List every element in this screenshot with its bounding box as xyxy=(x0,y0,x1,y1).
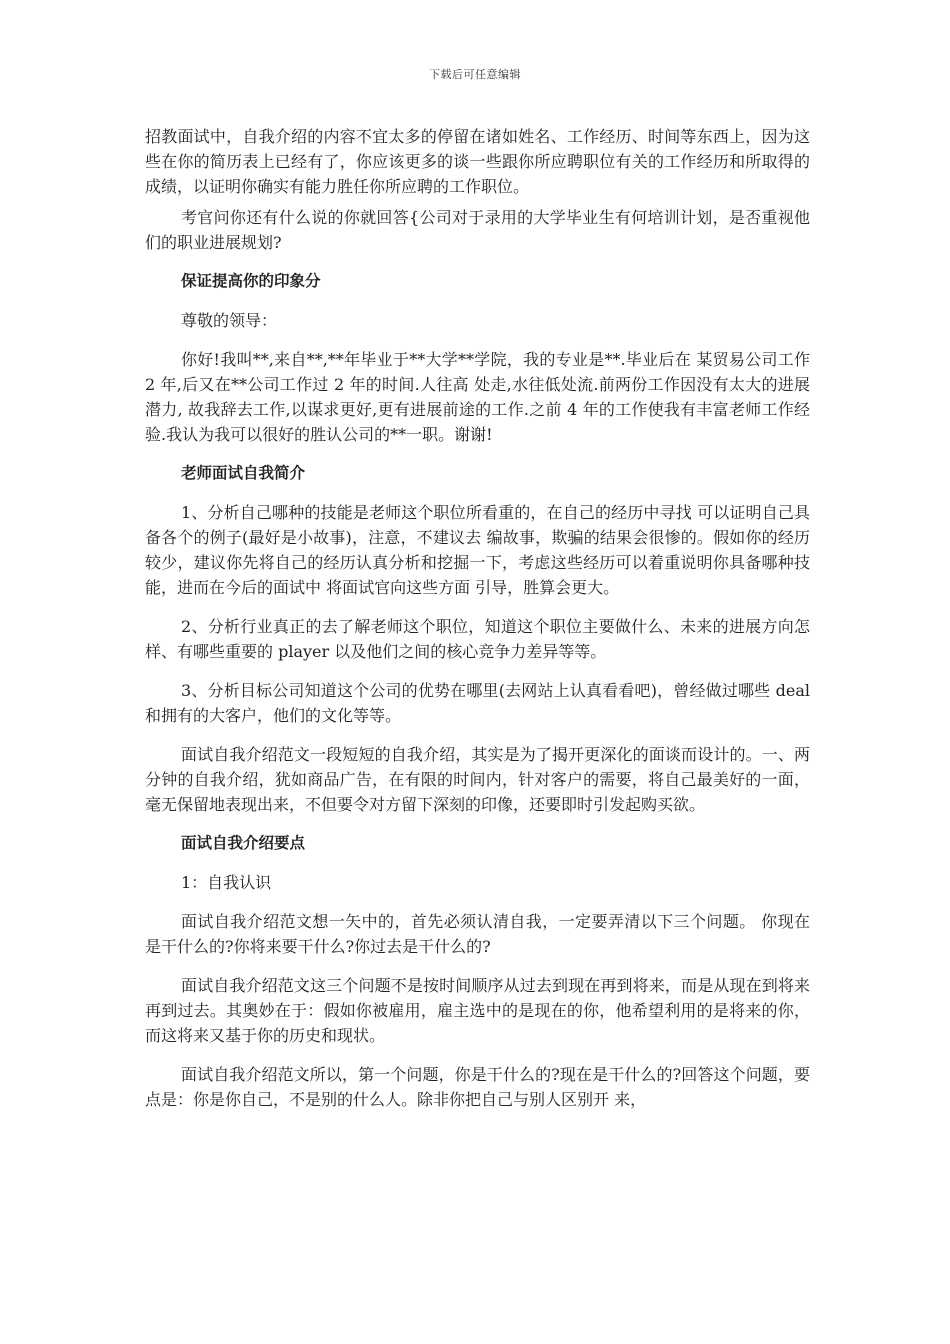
paragraph-self-awareness: 1：自我认识 xyxy=(181,873,272,892)
page-header: 下载后可任意编辑 xyxy=(429,68,521,81)
paragraph-point-1: 1、分析自己哪种的技能是老师这个职位所看重的，在自己的经历中寻找 可以证明自己具备各个的例子(最好是小故事)，注意，不建议去 编故事，欺骗的结果会很惨的。假如你的经历较少，建议你先将自己的经历认真分析和挖掘一下，考虑这些经历可以着重说明你具备哪种技能，进而在今后的面试中 将面试官向这些方面 引导，胜算会更大。 xyxy=(145,503,810,597)
paragraph-interviewer-question: 考官问你还有什么说的你就回答{公司对于录用的大学毕业生有何培训计划，是否重视他们的职业进展规划? xyxy=(145,208,810,252)
paragraph-sample-text: 面试自我介绍范文一段短短的自我介绍，其实是为了揭开更深化的面谈而设计的。一、两分钟的自我介绍，犹如商品广告，在有限的时间内，针对客户的需要，将自己最美好的一面，毫无保留地表现出来，不但要令对方留下深刻的印像，还要即时引发起购买欲。 xyxy=(145,745,810,814)
paragraph-question-order: 面试自我介绍范文这三个问题不是按时间顺序从过去到现在再到将来，而是从现在到将来再到过去。其奥妙在于：假如你被雇用，雇主选中的是现在的你，他希望利用的是将来的你，而这将来又基于你的历史和现状。 xyxy=(145,976,810,1045)
paragraph-three-questions: 面试自我介绍范文想一矢中的，首先必须认清自我，一定要弄清以下三个问题。 你现在是干什么的?你将来要干什么?你过去是干什么的? xyxy=(145,912,810,956)
heading-key-points: 面试自我介绍要点 xyxy=(181,834,306,852)
paragraph-point-2: 2、分析行业真正的去了解老师这个职位，知道这个职位主要做什么、未来的进展方向怎样、有哪些重要的 player 以及他们之间的核心竞争力差异等等。 xyxy=(145,617,810,661)
heading-impression: 保证提高你的印象分 xyxy=(181,272,321,290)
document-body xyxy=(145,124,810,1126)
paragraph-point-3: 3、分析目标公司知道这个公司的优势在哪里(去网站上认真看看吧)，曾经做过哪些 deal 和拥有的大客户，他们的文化等等。 xyxy=(145,681,810,725)
paragraph-salutation: 尊敬的领导： xyxy=(181,311,278,330)
paragraph-self-intro-sample: 你好!我叫**,来自**,**年毕业于**大学**学院，我的专业是**.毕业后在 某贸易公司工作 2 年,后又在**公司工作过 2 年的时间.人往高 处走,水往低处流.前两份工作因没有太大的进展潜力, 故我辞去工作,以谋求更好,更有进展前途的工作.之前 4 年的工作使我有丰富老师工作经验.我认为我可以很好的胜认公司的**一职。谢谢! xyxy=(145,350,810,444)
heading-teacher-intro: 老师面试自我简介 xyxy=(181,464,306,482)
paragraph-intro: 招教面试中，自我介绍的内容不宜太多的停留在诸如姓名、工作经历、时间等东西上，因为这些在你的简历表上已经有了，你应该更多的谈一些跟你所应聘职位有关的工作经历和所取得的成绩，以证明你确实有能力胜任你所应聘的工作职位。 xyxy=(145,127,810,196)
paragraph-first-question: 面试自我介绍范文所以，第一个问题，你是干什么的?现在是干什么的?回答这个问题，要 点是：你是你自己，不是别的什么人。除非你把自己与别人区别开 来， xyxy=(145,1065,810,1109)
